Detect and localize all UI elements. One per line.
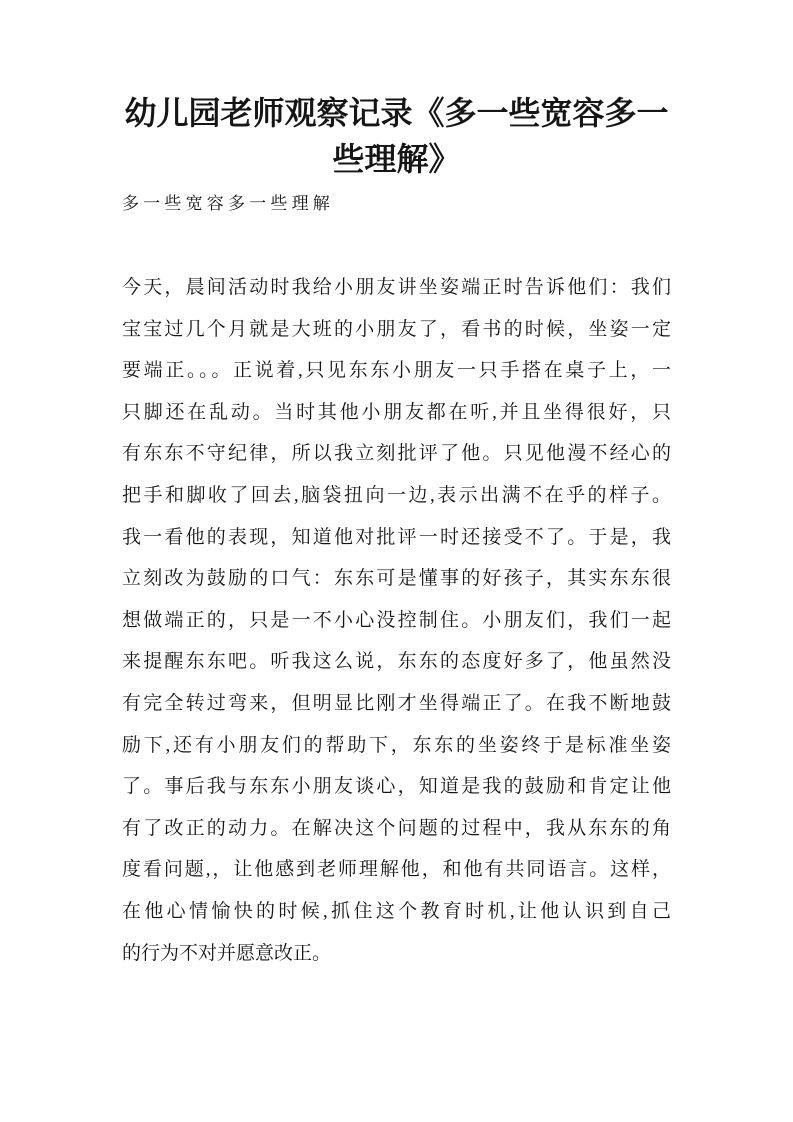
body-line: 励下,还有小朋友们的帮助下，东东的坐姿终于是标准坐姿 (122, 734, 671, 756)
body-line: 度看问题,，让他感到老师理解他，和他有共同语言。这样， (122, 859, 671, 881)
body-line: 我一看他的表现，知道他对批评一时还接受不了。于是，我 (122, 526, 671, 548)
body-line: 宝宝过几个月就是大班的小朋友了，看书的时候，坐姿一定 (122, 318, 671, 340)
document-subtitle: 多一些宽容多一些理解 (122, 194, 334, 213)
title-line-2: 些理解》 (332, 141, 461, 177)
body-line: 想做端正的，只是一不小心没控制住。小朋友们，我们一起 (122, 609, 671, 631)
body-line: 有东东不守纪律，所以我立刻批评了他。只见他漫不经心的 (122, 443, 671, 465)
body-line: 只脚还在乱动。当时其他小朋友都在听,并且坐得很好，只 (122, 401, 671, 423)
body-line: 有了改正的动力。在解决这个问题的过程中，我从东东的角 (122, 817, 671, 839)
body-line: 的行为不对并愿意改正。 (122, 942, 332, 964)
body-line: 有完全转过弯来，但明显比刚才坐得端正了。在我不断地鼓 (122, 692, 671, 714)
body-line: 了。事后我与东东小朋友谈心，知道是我的鼓励和肯定让他 (122, 776, 671, 798)
title-line-1: 幼儿园老师观察记录《多一些宽容多一 (124, 95, 669, 131)
body-line: 在他心情愉快的时候,抓住这个教育时机,让他认识到自己 (122, 900, 671, 922)
body-line: 要端正。。。正说着,只见东东小朋友一只手搭在桌子上，一 (122, 360, 671, 382)
body-line: 立刻改为鼓励的口气：东东可是懂事的好孩子，其实东东很 (122, 568, 671, 590)
document-title (118, 0, 675, 182)
body-paragraph (122, 267, 671, 974)
body-line: 今天，晨间活动时我给小朋友讲坐姿端正时告诉他们：我们 (122, 277, 671, 298)
body-line: 把手和脚收了回去,脑袋扭向一边,表示出满不在乎的样子。 (122, 484, 671, 506)
body-line: 来提醒东东吧。听我这么说，东东的态度好多了，他虽然没 (122, 651, 671, 673)
